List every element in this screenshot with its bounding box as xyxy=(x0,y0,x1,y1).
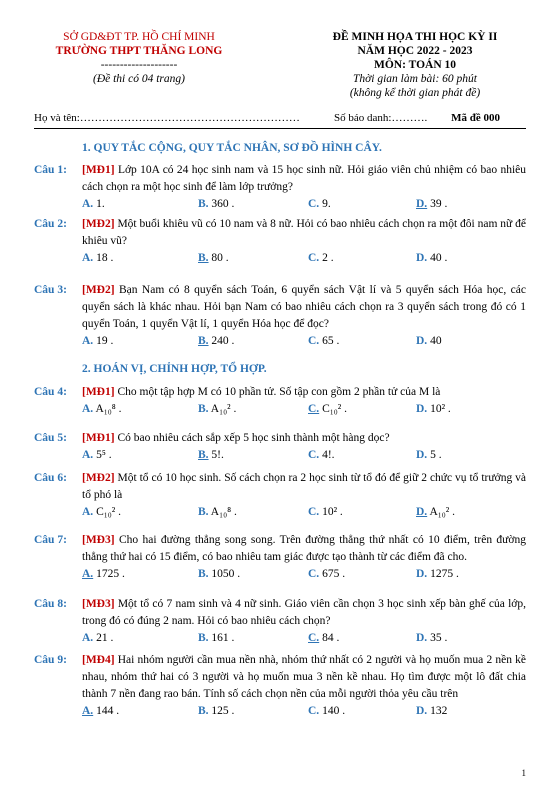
option-value: 40 xyxy=(430,335,442,347)
option-key: A. xyxy=(82,705,94,717)
answer-options xyxy=(82,401,526,419)
answer-options xyxy=(82,333,526,351)
question-body: Hai nhóm người cần mua nền nhà, nhóm thứ nhất có 2 người và họ muốn mua 2 nền kề nhau, nhóm thứ hai có 3 người và họ muốn mua 3 nền kề nhau. Họ tìm được một lô đất chia thành 7 nền đang rao bán. Tính số cách chọn nền của mỗi người thỏa yêu cầu trên xyxy=(82,654,526,700)
option-value: 10² . xyxy=(430,403,451,415)
option-value: 80 . xyxy=(211,252,229,264)
option-value: 9. xyxy=(322,198,331,210)
difficulty-level: [MĐ2] xyxy=(82,284,115,296)
exam-time: Thời gian làm bài: 60 phút xyxy=(352,73,478,85)
question-label: Câu 4: xyxy=(34,386,67,398)
question-body: Lớp 10A có 24 học sinh nam và 15 học sinh nữ. Hỏi giáo viên chủ nhiệm có bao nhiêu cách chọn ra một học sinh để làm lớp trưởng? xyxy=(82,164,526,193)
question-label: Câu 2: xyxy=(34,218,67,230)
question-text xyxy=(82,596,526,630)
option-value: 132 xyxy=(430,705,448,717)
option-value: 18 . xyxy=(96,252,114,264)
answer-option xyxy=(198,333,234,350)
difficulty-level: [MĐ1] xyxy=(82,164,115,176)
option-key: C. xyxy=(308,198,320,210)
answer-option xyxy=(198,630,234,647)
option-key: C. xyxy=(308,449,320,461)
option-value: 1275 . xyxy=(430,568,459,580)
question xyxy=(34,470,526,522)
question-body: Bạn Nam có 8 quyển sách Toán, 6 quyển sách Vật lí và 5 quyển sách Hóa học, các quyển sách là khác nhau. Hỏi bạn Nam có bao nhiêu cách chọn ra 3 quyển sách trong đó có 1 quyển Toán, 1 quyển Vật lí, 1 quyển Hóa học để đọc? xyxy=(82,284,526,330)
option-value: 140 . xyxy=(322,705,346,717)
answer-option xyxy=(82,196,105,213)
answer-option xyxy=(198,703,234,720)
question-text xyxy=(82,384,526,401)
question-label: Câu 6: xyxy=(34,472,67,484)
answer-option xyxy=(198,250,229,267)
option-key: D. xyxy=(416,705,428,717)
option-value: A₁₀⁸ . xyxy=(210,506,237,518)
question xyxy=(34,430,526,465)
answer-option xyxy=(416,630,447,647)
option-key: A. xyxy=(82,252,94,264)
answer-option xyxy=(198,196,234,213)
header-left xyxy=(34,30,244,86)
option-value: 5!. xyxy=(211,449,224,461)
option-value: 125 . xyxy=(211,705,235,717)
difficulty-level: [MĐ2] xyxy=(82,218,115,230)
option-key: C. xyxy=(308,335,320,347)
name-field: Họ và tên:…………………………………………………… xyxy=(34,112,300,124)
answer-option xyxy=(308,447,335,464)
question-label: Câu 9: xyxy=(34,654,67,666)
option-key: A. xyxy=(82,568,94,580)
option-key: D. xyxy=(416,568,428,580)
answer-option xyxy=(416,196,447,213)
answer-option xyxy=(82,630,113,647)
option-value: 21 . xyxy=(96,632,114,644)
option-key: A. xyxy=(82,632,94,644)
answer-option xyxy=(308,703,345,720)
option-key: A. xyxy=(82,506,94,518)
option-value: 1. xyxy=(96,198,105,210)
option-key: C. xyxy=(308,403,320,415)
option-value: 161 . xyxy=(211,632,235,644)
answer-options xyxy=(82,196,526,214)
option-key: B. xyxy=(198,403,209,415)
dept-name: SỞ GD&ĐT TP. HỒ CHÍ MINH xyxy=(63,31,215,43)
option-key: B. xyxy=(198,449,209,461)
answer-options xyxy=(82,447,526,465)
option-value: A₁₀⁸ . xyxy=(95,403,122,415)
difficulty-level: [MĐ4] xyxy=(82,654,115,666)
section-title: 1. QUY TẮC CỘNG, QUY TẮC NHÂN, SƠ ĐỒ HÌNH CÂY. xyxy=(82,142,382,154)
option-key: A. xyxy=(82,449,94,461)
option-key: B. xyxy=(198,335,209,347)
question xyxy=(34,652,526,721)
question-text xyxy=(82,470,526,504)
question-text xyxy=(82,216,526,250)
answer-options xyxy=(82,630,526,648)
answer-options xyxy=(82,566,526,584)
option-value: 4!. xyxy=(322,449,335,461)
option-key: B. xyxy=(198,506,209,518)
section-title: 2. HOÁN VỊ, CHỈNH HỢP, TỔ HỢP. xyxy=(82,363,267,375)
answer-option xyxy=(308,196,331,213)
answer-option xyxy=(198,504,237,521)
question-label: Câu 3: xyxy=(34,284,67,296)
option-value: A₁₀² . xyxy=(429,506,455,518)
header-rule xyxy=(34,128,526,129)
sbd-field: Số báo danh:………. xyxy=(334,112,428,124)
option-value: 675 . xyxy=(322,568,346,580)
exam-time-note: (không kể thời gian phát đề) xyxy=(349,87,481,99)
answer-options xyxy=(82,250,526,268)
question xyxy=(34,282,526,351)
question-body: Một tổ có 7 nam sinh và 4 nữ sinh. Giáo viên cần chọn 3 học sinh xếp bàn ghế của lớp, trong đó có đúng 2 nam. Hỏi có bao nhiêu cách chọn? xyxy=(82,598,526,627)
option-value: 240 . xyxy=(211,335,235,347)
question xyxy=(34,216,526,268)
question-text xyxy=(82,532,526,566)
option-key: D. xyxy=(416,252,428,264)
school-name: TRƯỜNG THPT THĂNG LONG xyxy=(55,45,223,57)
option-key: A. xyxy=(82,198,94,210)
answer-options xyxy=(82,504,526,522)
answer-option xyxy=(82,566,125,583)
answer-option xyxy=(416,504,455,521)
option-key: C. xyxy=(308,705,320,717)
option-key: D. xyxy=(416,449,428,461)
answer-option xyxy=(82,333,113,350)
exam-year: NĂM HỌC 2022 - 2023 xyxy=(357,45,473,57)
question-body: Cho một tập hợp M có 10 phần tử. Số tập con gồm 2 phần tử của M là xyxy=(114,386,441,398)
answer-option xyxy=(198,447,224,464)
option-value: 144 . xyxy=(96,705,120,717)
question-label: Câu 7: xyxy=(34,534,67,546)
option-value: 1725 . xyxy=(96,568,125,580)
header-divider: -------------------- xyxy=(100,59,178,71)
option-value: 5 . xyxy=(430,449,442,461)
option-value: C₁₀² . xyxy=(322,403,347,415)
answer-option xyxy=(82,703,119,720)
pages-note: (Đề thi có 04 trang) xyxy=(93,73,185,85)
difficulty-level: [MĐ1] xyxy=(82,432,115,444)
difficulty-level: [MĐ3] xyxy=(82,534,115,546)
exam-code: Mã đề 000 xyxy=(451,112,500,124)
answer-option xyxy=(82,250,113,267)
question-body: Cho hai đường thẳng song song. Trên đường thẳng thứ nhất có 10 điểm, trên đường thẳng thứ hai có 15 điểm, có bao nhiêu tam giác được tạo thành từ các điểm đã cho. xyxy=(82,534,526,563)
question-text xyxy=(82,162,526,196)
option-value: 2 . xyxy=(322,252,334,264)
question-body: Có bao nhiêu cách sắp xếp 5 học sinh thành một hàng dọc? xyxy=(114,432,390,444)
question-body: Một tổ có 10 học sinh. Số cách chọn ra 2 học sinh từ tổ đó để giữ 2 chức vụ tổ trưởng và tổ phó là xyxy=(82,472,526,501)
option-key: D. xyxy=(416,198,428,210)
option-key: B. xyxy=(198,568,209,580)
answer-option xyxy=(416,566,459,583)
header-right xyxy=(300,30,530,100)
answer-option xyxy=(308,566,345,583)
answer-option xyxy=(416,401,451,418)
answer-option xyxy=(198,566,240,583)
question xyxy=(34,162,526,214)
answer-option xyxy=(82,401,122,418)
question-text xyxy=(82,652,526,703)
option-key: B. xyxy=(198,705,209,717)
question xyxy=(34,532,526,584)
option-key: A. xyxy=(82,335,94,347)
exam-title: ĐỀ MINH HỌA THI HỌC KỲ II xyxy=(332,31,498,43)
option-value: 360 . xyxy=(211,198,235,210)
option-key: C. xyxy=(308,632,320,644)
question xyxy=(34,384,526,419)
answer-option xyxy=(198,401,236,418)
answer-option xyxy=(308,401,347,418)
student-id-line xyxy=(34,112,526,124)
option-key: D. xyxy=(416,403,428,415)
answer-option xyxy=(416,703,447,720)
option-key: D. xyxy=(416,506,428,518)
answer-option xyxy=(308,630,339,647)
option-value: 40 . xyxy=(430,252,448,264)
option-key: A. xyxy=(82,403,94,415)
option-value: C₁₀² . xyxy=(96,506,121,518)
question-text xyxy=(82,430,526,447)
option-key: C. xyxy=(308,506,320,518)
option-value: A₁₀² . xyxy=(210,403,237,415)
answer-option xyxy=(308,333,339,350)
option-value: 35 . xyxy=(430,632,448,644)
question-text xyxy=(82,282,526,333)
answer-option xyxy=(82,504,121,521)
question xyxy=(34,596,526,648)
question-label: Câu 1: xyxy=(34,164,67,176)
question-body: Một buổi khiêu vũ có 10 nam và 8 nữ. Hỏi có bao nhiêu cách chọn ra một đôi nam nữ để khiêu vũ? xyxy=(82,218,526,247)
exam-subject: MÔN: TOÁN 10 xyxy=(374,59,456,71)
option-value: 5⁵ . xyxy=(96,449,112,461)
option-value: 10² . xyxy=(322,506,343,518)
answer-option xyxy=(416,250,447,267)
option-value: 84 . xyxy=(322,632,340,644)
option-value: 39 . xyxy=(430,198,448,210)
answer-option xyxy=(308,504,343,521)
option-key: D. xyxy=(416,335,428,347)
answer-option xyxy=(416,333,442,350)
option-key: B. xyxy=(198,198,209,210)
answer-option xyxy=(308,250,334,267)
option-value: 19 . xyxy=(96,335,114,347)
question-label: Câu 8: xyxy=(34,598,67,610)
option-key: B. xyxy=(198,632,209,644)
difficulty-level: [MĐ1] xyxy=(82,386,115,398)
answer-option xyxy=(416,447,442,464)
option-value: 1050 . xyxy=(211,568,241,580)
difficulty-level: [MĐ2] xyxy=(82,472,115,484)
answer-option xyxy=(82,447,112,464)
option-key: C. xyxy=(308,568,320,580)
option-value: 65 . xyxy=(322,335,340,347)
page-number: 1 xyxy=(521,768,526,778)
option-key: C. xyxy=(308,252,320,264)
option-key: D. xyxy=(416,632,428,644)
option-key: B. xyxy=(198,252,209,264)
difficulty-level: [MĐ3] xyxy=(82,598,115,610)
answer-options xyxy=(82,703,526,721)
question-label: Câu 5: xyxy=(34,432,67,444)
